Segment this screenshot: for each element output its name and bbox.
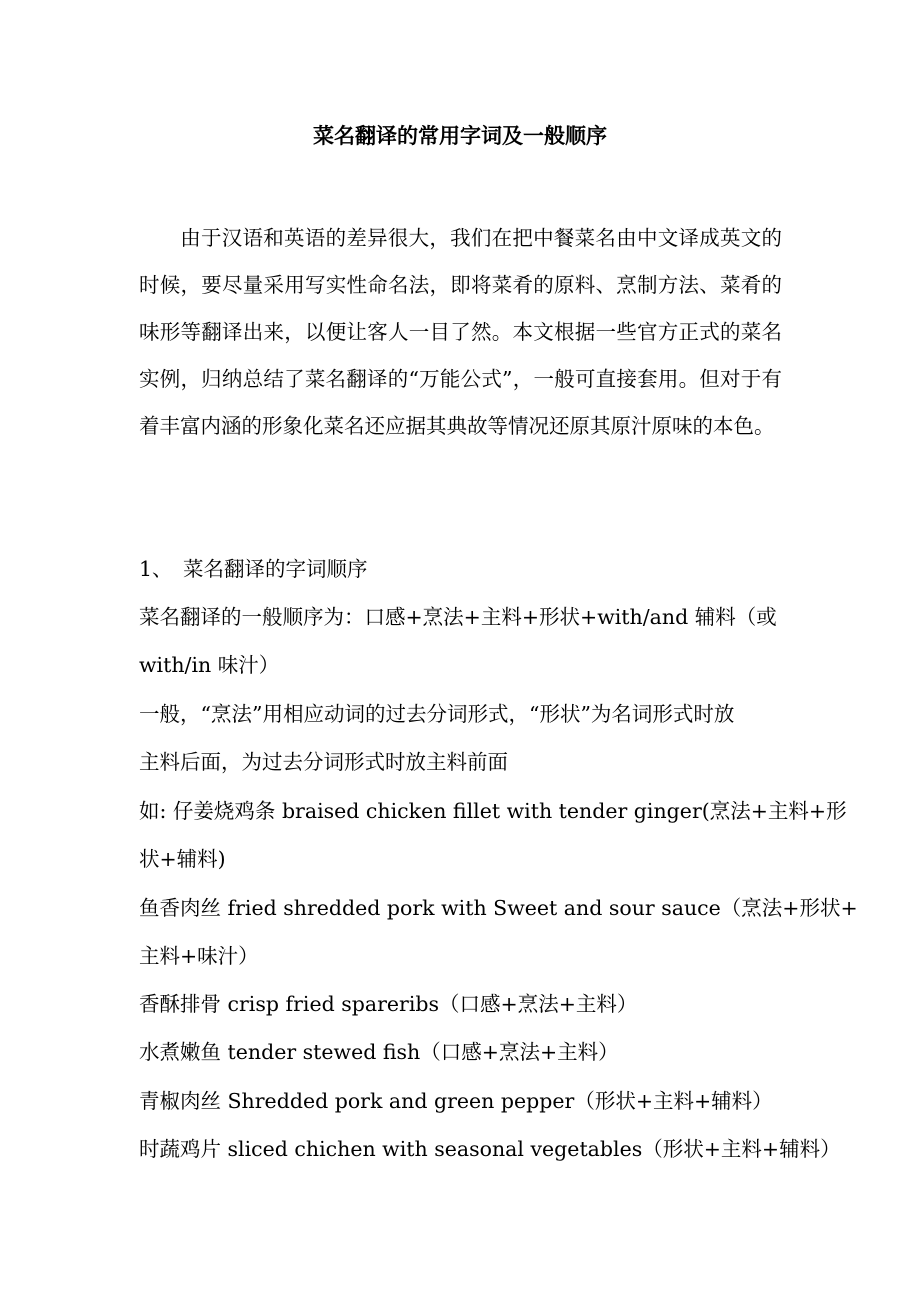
intro-paragraph xyxy=(139,215,782,450)
document-title: 菜名翻译的常用字词及一般顺序 xyxy=(313,124,607,148)
text-line: 菜名翻译的一般顺序为：口感+烹法+主料+形状+with/and 辅料（或 xyxy=(139,605,777,629)
example-line: 时蔬鸡片 sliced chichen with seasonal vegetables（形状+主料+辅料） xyxy=(139,1137,841,1161)
example-line: 主料+味汁） xyxy=(139,944,259,968)
example-line: 青椒肉丝 Shredded pork and green pepper（形状+主料+辅料） xyxy=(139,1089,773,1113)
intro-text: 由于汉语和英语的差异很大，我们在把中餐菜名由中文译成英文的时候，要尽量采用写实性命名法，即将菜肴的原料、烹制方法、菜肴的味形等翻译出来，以便让客人一目了然。本文根据一些官方正式的菜名实例，归纳总结了菜名翻译的“万能公式”，一般可直接套用。但对于有着丰富内涵的形象化菜名还应据其典故等情况还原其原汁原味的本色。 xyxy=(139,226,782,438)
example-line: 状+辅料) xyxy=(139,847,226,871)
example-line: 鱼香肉丝 fried shredded pork with Sweet and sour sauce（烹法+形状+ xyxy=(139,896,858,920)
example-line: 如: 仔姜烧鸡条 braised chicken fillet with tender ginger(烹法+主料+形 xyxy=(139,799,847,823)
text-line: with/in 味汁） xyxy=(139,653,280,677)
example-line: 香酥排骨 crisp fried spareribs（口感+烹法+主料） xyxy=(139,992,638,1016)
text-line: 主料后面，为过去分词形式时放主料前面 xyxy=(139,750,508,774)
section-heading xyxy=(139,553,789,585)
section-title: 菜名翻译的字词顺序 xyxy=(183,557,368,581)
text-line: 一般，“烹法”用相应动词的过去分词形式，“形状”为名词形式时放 xyxy=(139,702,735,726)
example-line: 水煮嫩鱼 tender stewed fish（口感+烹法+主料） xyxy=(139,1040,619,1064)
section-number: 1、 xyxy=(139,557,173,581)
